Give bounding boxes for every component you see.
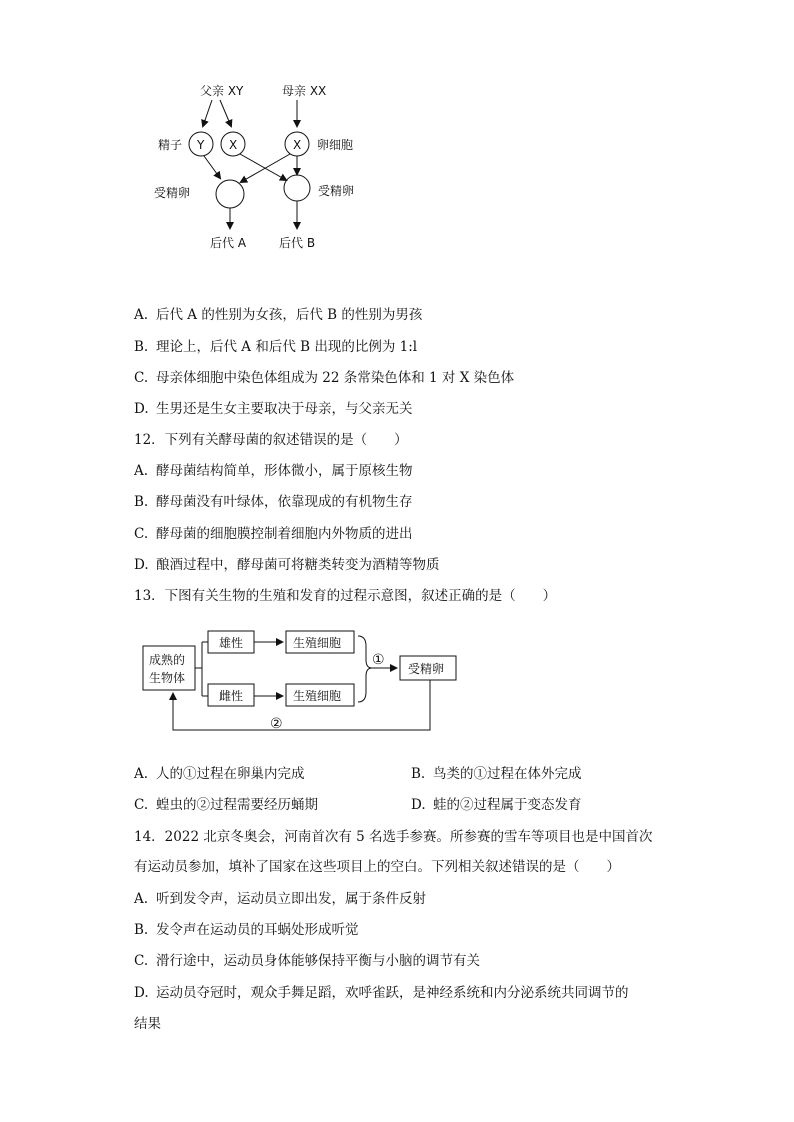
zygote-a-cell	[216, 180, 244, 208]
reproduction-flow-diagram	[140, 624, 445, 739]
q13-option-a: A. 人的①过程在卵巢内完成	[134, 766, 305, 782]
egg-x-text: X	[293, 138, 302, 152]
q14-option-b: B. 发令声在运动员的耳蜗处形成听觉	[134, 922, 359, 938]
female-label: 雌性	[219, 689, 244, 703]
q13-option-c: C. 蝗虫的②过程需要经历蛹期	[134, 797, 318, 813]
arrow-father-to-y	[203, 100, 212, 126]
q12-option-d: D. 酿酒过程中，酵母菌可将糖类转变为酒精等物质	[134, 557, 440, 573]
q13-stem: 13．下图有关生物的生殖和发育的过程示意图，叙述正确的是（ ）	[134, 588, 557, 604]
germ-cell-top-label: 生殖细胞	[293, 636, 342, 650]
mother-label: 母亲 XX	[282, 84, 327, 98]
mature-line1: 成熟的	[149, 653, 186, 667]
q12-option-c: C. 酵母菌的细胞膜控制着细胞内外物质的进出	[134, 526, 413, 542]
q14-option-d-continued: 结果	[134, 1016, 161, 1032]
offspring-a-label: 后代 A	[210, 236, 247, 250]
q11-option-b: B. 理论上，后代 A 和后代 B 出现的比例为 1:l	[134, 339, 418, 355]
q14-option-a: A. 听到发令声，运动员立即出发，属于条件反射	[134, 891, 426, 907]
step1-marker: ①	[372, 652, 385, 668]
q13-option-d: D. 蛙的②过程属于变态发育	[411, 797, 582, 813]
q12-option-b: B. 酵母菌没有叶绿体，依靠现成的有机物生存	[134, 494, 413, 510]
sex-determination-diagram	[140, 78, 380, 253]
germ-cell-bottom-label: 生殖细胞	[293, 689, 342, 703]
q11-option-a: A. 后代 A 的性别为女孩，后代 B 的性别为男孩	[134, 307, 423, 323]
zygote-b-cell	[284, 175, 310, 201]
q11-option-c: C. 母亲体细胞中染色体组成为 22 条常染色体和 1 对 X 染色体	[134, 370, 515, 386]
arrow-x-to-zygote-b	[240, 154, 286, 180]
zygote-a-label: 受精卵	[154, 186, 191, 200]
sperm-label: 精子	[158, 138, 183, 152]
offspring-b-label: 后代 B	[279, 236, 316, 250]
male-label: 雄性	[219, 636, 244, 650]
mature-line2: 生物体	[149, 671, 186, 685]
q12-option-a: A. 酵母菌结构简单，形体微小，属于原核生物	[134, 463, 413, 479]
father-label: 父亲 XY	[200, 84, 244, 98]
q14-option-c: C. 滑行途中，运动员身体能够保持平衡与小脑的调节有关	[134, 953, 480, 969]
merge-brace	[358, 636, 372, 702]
zygote-b-label: 受精卵	[318, 184, 355, 198]
q11-option-d: D. 生男还是生女主要取决于母亲，与父亲无关	[134, 401, 413, 417]
q14-stem-line1: 14．2022 北京冬奥会，河南首次有 5 名选手参赛。所参赛的雪车等项目也是中国首次	[134, 829, 653, 845]
q14-stem-line2: 有运动员参加，填补了国家在这些项目上的空白。下列相关叙述错误的是（ ）	[134, 859, 620, 875]
sperm-x-text: X	[229, 138, 238, 152]
arrow-y-to-zygote-a	[204, 156, 220, 178]
step2-marker: ②	[270, 716, 283, 732]
egg-label: 卵细胞	[317, 138, 354, 152]
return-path	[173, 680, 430, 730]
q12-stem: 12．下列有关酵母菌的叙述错误的是（ ）	[134, 432, 408, 448]
q14-option-d: D. 运动员夺冠时，观众手舞足蹈，欢呼雀跃，是神经系统和内分泌系统共同调节的	[134, 985, 629, 1001]
zygote-label: 受精卵	[408, 662, 445, 676]
arrow-father-to-x	[220, 100, 231, 126]
q13-option-b: B. 鸟类的①过程在体外完成	[411, 766, 582, 782]
sperm-y-text: Y	[197, 138, 205, 152]
